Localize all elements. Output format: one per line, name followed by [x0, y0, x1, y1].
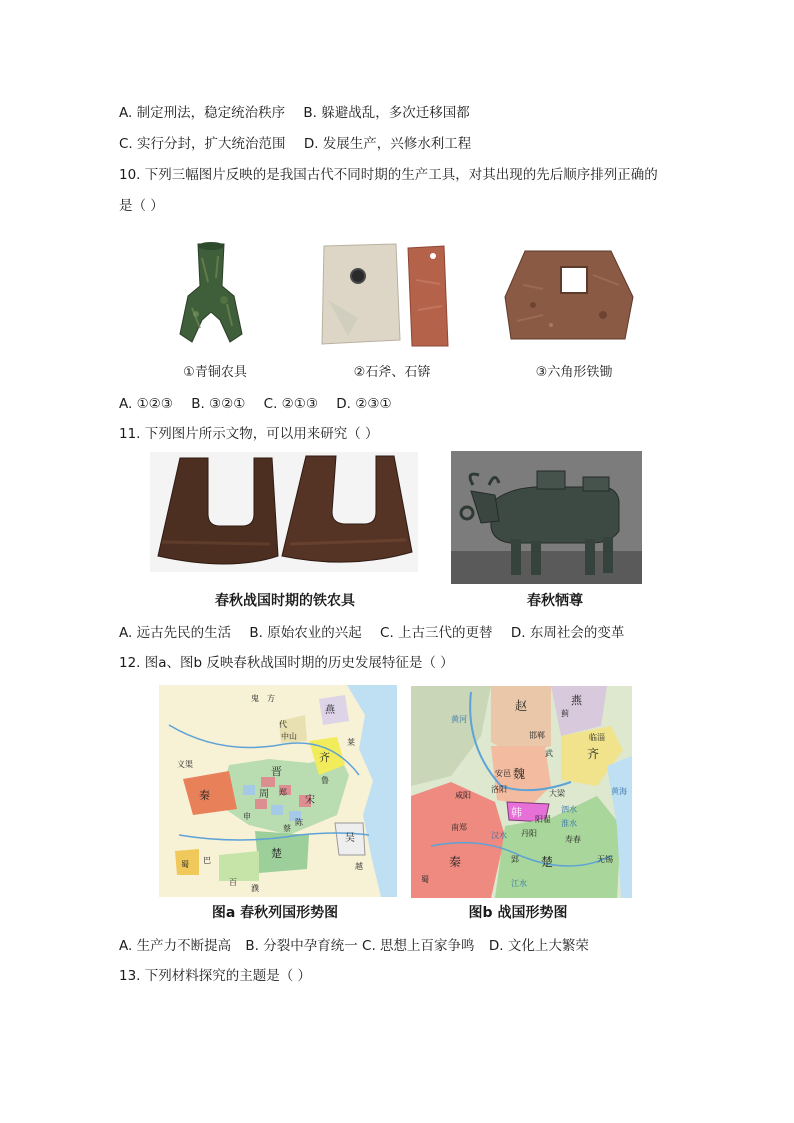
map-b-label-shouchun: 寿春 — [565, 835, 581, 844]
q11-options — [119, 624, 638, 642]
map-a-label-chen: 陈 — [295, 818, 303, 827]
map-a-label-wu: 吴 — [345, 833, 355, 844]
q10-stem-line1: 10. 下列三幅图片反映的是我国古代不同时期的生产工具，对其出现的先后顺序排列正确的 — [119, 167, 658, 183]
map-a-label-gui: 鬼 — [251, 694, 259, 703]
q12-caption-b: 图b 战国形势图 — [468, 905, 568, 921]
q11-caption-1: 春秋战国时期的铁农具 — [215, 593, 355, 609]
q12-option-b: B. 分裂中孕育统一 — [245, 938, 358, 954]
map-a-label-chu: 楚 — [271, 847, 282, 860]
map-b-label-huanghai: 黄海 — [611, 787, 627, 796]
map-a-label-dai: 代 — [279, 720, 287, 729]
q9-option-d: D. 发展生产，兴修水利工程 — [303, 136, 472, 152]
map-a-label-bai: 百 — [229, 878, 237, 887]
map-a-label-zhongshan: 中山 — [281, 732, 297, 741]
map-b-label-daliang: 大梁 — [549, 789, 565, 798]
map-b-label-wu: 武 — [545, 749, 553, 758]
q10-caption-2: ②石斧、石锛 — [353, 365, 431, 380]
map-a-label-zheng: 郑 — [279, 788, 287, 797]
spring-autumn-map — [159, 685, 397, 897]
map-b-label-zhao: 赵 — [515, 699, 528, 713]
q11-caption-2: 春秋牺尊 — [527, 593, 583, 609]
map-a-label-cai: 蔡 — [283, 824, 291, 833]
q12-option-c: C. 思想上百家争鸣 — [362, 938, 475, 954]
q11-option-d: D. 东周社会的变革 — [510, 625, 625, 641]
map-b-label-huanghe: 黄河 — [451, 715, 467, 724]
map-b-label-wuxi: 无锡 — [597, 855, 613, 864]
map-b-label-anyi: 安邑 — [495, 769, 511, 778]
q10-caption-3: ③六角形铁锄 — [535, 365, 613, 380]
map-b-label-han: 韩 — [511, 806, 522, 819]
map-b-label-shu: 蜀 — [421, 875, 429, 884]
map-b-label-handan: 邯郸 — [529, 731, 545, 740]
map-b-label-yan: 燕 — [571, 694, 582, 707]
map-a-label-zhou: 周 — [259, 789, 269, 800]
map-a-label-qin: 秦 — [199, 789, 210, 802]
q12-options — [119, 937, 589, 955]
map-b-label-chu: 楚 — [541, 855, 554, 869]
map-a-label-shu: 蜀 — [181, 860, 189, 869]
map-b-label-huaishui: 淮水 — [561, 819, 577, 828]
map-b-label-ying: 郢 — [511, 855, 519, 864]
q11-option-a: A. 远古先民的生活 — [119, 625, 232, 641]
map-a-label-yue: 越 — [355, 862, 363, 871]
map-b-label-nanzheng: 南郑 — [451, 823, 467, 832]
map-b-label-yangzhai: 阳翟 — [535, 815, 551, 824]
warring-states-map — [411, 686, 632, 898]
hexagonal-iron-hoe-image — [503, 245, 635, 345]
q9-option-a: A. 制定刑法，稳定统治秩序 — [119, 105, 286, 121]
q11-stem: 11. 下列图片所示文物，可以用来研究（ ） — [119, 426, 379, 442]
map-a-label-qi: 齐 — [319, 751, 330, 764]
bronze-tool-image — [172, 238, 250, 348]
map-b-label-ji: 蓟 — [561, 709, 569, 718]
zun-vessel-image — [451, 451, 642, 584]
q10-option-d: D. ②③① — [336, 396, 392, 412]
q10-options — [119, 395, 406, 413]
q9-option-c: C. 实行分封，扩大统治范围 — [119, 136, 286, 152]
q13-stem: 13. 下列材料探究的主题是（ ） — [119, 968, 312, 984]
map-b-label-jiangshui: 江水 — [511, 879, 527, 888]
iron-farm-tools-image — [150, 452, 418, 572]
q9-options-row2 — [119, 135, 485, 153]
q10-option-b: B. ③②① — [191, 396, 246, 412]
map-a-label-fang: 方 — [267, 694, 275, 703]
map-a-label-yiqu: 义渠 — [177, 760, 193, 769]
map-b-label-xianyang: 咸阳 — [455, 791, 471, 800]
map-a-label-yan: 燕 — [325, 705, 335, 716]
q9-options-row1 — [119, 104, 484, 122]
map-b-label-qi: 齐 — [587, 747, 600, 761]
q10-option-a: A. ①②③ — [119, 396, 173, 412]
map-a-label-lu: 鲁 — [321, 776, 329, 785]
q12-option-d: D. 文化上大繁荣 — [488, 938, 589, 954]
stone-axe-adze-image — [318, 240, 453, 350]
q10-stem-line2: 是（ ） — [119, 198, 164, 214]
map-a-label-pu: 濮 — [251, 884, 259, 893]
map-b-label-danyang: 丹阳 — [521, 829, 537, 838]
map-a-label-shen: 申 — [243, 812, 251, 821]
map-b-label-linzi: 临淄 — [589, 733, 605, 742]
q11-option-c: C. 上古三代的更替 — [380, 625, 493, 641]
map-b-label-wei: 魏 — [513, 767, 526, 781]
map-a-label-jin: 晋 — [271, 765, 282, 778]
map-b-label-qin: 秦 — [449, 855, 462, 869]
map-a-label-lai: 莱 — [347, 738, 355, 747]
map-a-label-ba: 巴 — [203, 856, 211, 865]
q12-stem: 12. 图a、图b 反映春秋战国时期的历史发展特征是（ ） — [119, 655, 454, 671]
q12-option-a: A. 生产力不断提高 — [119, 938, 232, 954]
q11-option-b: B. 原始农业的兴起 — [249, 625, 362, 641]
map-b-label-sishui: 泗水 — [561, 805, 577, 814]
q10-option-c: C. ②①③ — [263, 396, 318, 412]
map-b-label-hanshui: 汉水 — [491, 831, 507, 840]
q12-caption-a: 图a 春秋列国形势图 — [211, 905, 339, 921]
q10-caption-1: ①青铜农具 — [183, 365, 247, 380]
q9-option-b: B. 躲避战乱，多次迁移国都 — [303, 105, 470, 121]
map-b-label-luoyang: 洛阳 — [491, 785, 507, 794]
map-a-label-song: 宋 — [305, 795, 315, 806]
